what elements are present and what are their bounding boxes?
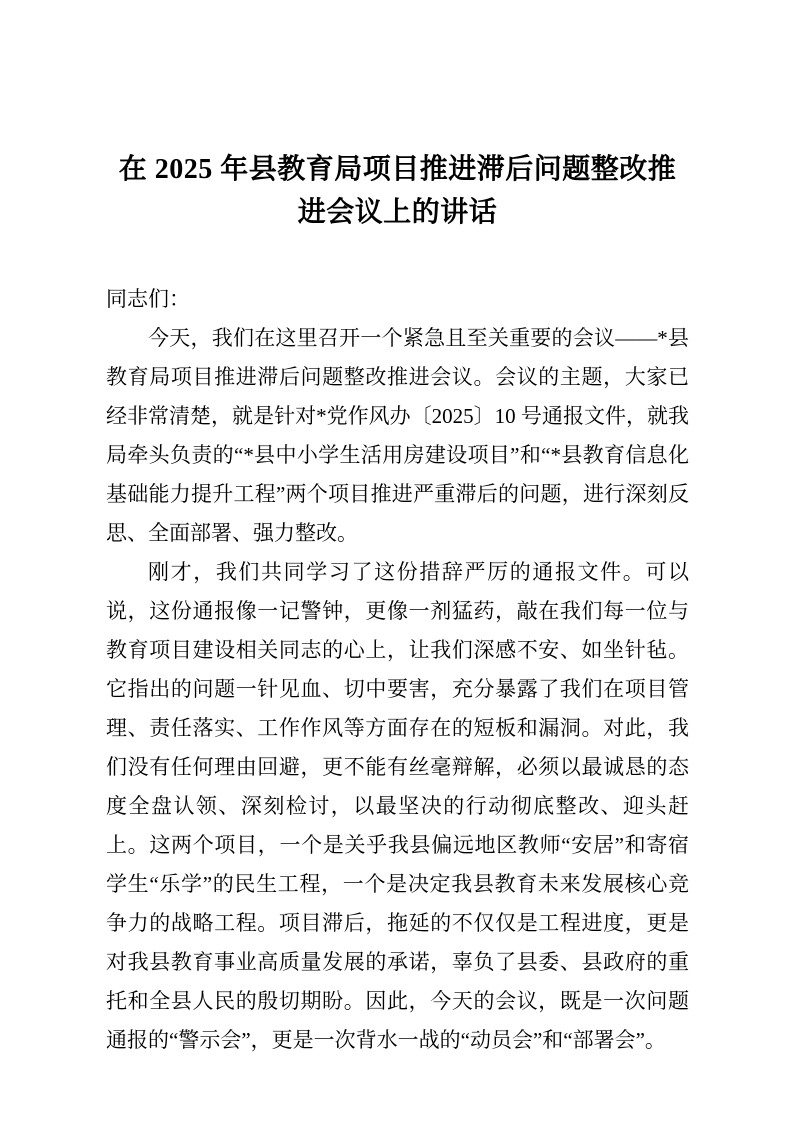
document-title: 在 2025 年县教育局项目推进滞后问题整改推进会议上的讲话 (118, 154, 677, 228)
paragraph-2: 刚才，我们共同学习了这份措辞严厉的通报文件。可以说，这份通报像一记警钟，更像一剂猛药，敲在我们每一位与教育项目建设相关同志的心上，让我们深感不安、如坐针毡。它指出的问题一针见血、切中要害，充分暴露了我们在项目管理、责任落实、工作作风等方面存在的短板和漏洞。对此，我们没有任何理由回避，更不能有丝毫辩解，必须以最诚恳的态度全盘认领、深刻检讨，以最坚决的行动彻底整改、迎头赶上。这两个项目，一个是关乎我县偏远地区教师“安居”和寄宿学生“乐学”的民生工程，一个是决定我县教育未来发展核心竞争力的战略工程。项目滞后，拖延的不仅仅是工程进度，更是对我县教育事业高质量发展的承诺，辜负了县委、县政府的重托和全县人民的殷切期盼。因此，今天的会议，既是一次问题通报的“警示会”，更是一次背水一战的“动员会”和“部署会”。 (106, 560, 689, 1052)
salutation-line: 同志们： (106, 287, 190, 311)
paragraph-1: 今天，我们在这里召开一个紧急且至关重要的会议——*县教育局项目推进滞后问题整改推进会议。会议的主题，大家已经非常清楚，就是针对*党作风办〔2025〕10 号通报文件，就我局牵头负责的“*县中小学生活用房建设项目”和“*县教育信息化基础能力提升工程”两个项目推进严重滞后的问题，进行深刻反思、全面部署、强力整改。 (106, 326, 689, 545)
document-body (106, 280, 689, 1060)
